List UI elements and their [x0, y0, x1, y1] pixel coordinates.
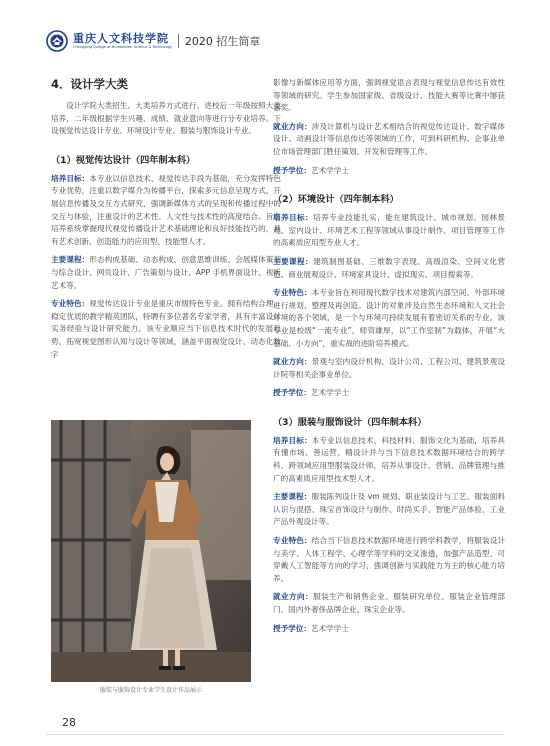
school-name-en: Chongqing College of Humanities, Science & Technology [73, 44, 172, 49]
paragraph-continued: 影像与新媒体应用等方面，强调视觉语言表现与视觉信息传达有效性等领域的研究。学生参加国家级、省级设计、技能大赛等比赛中屡获嘉奖。 [273, 78, 505, 113]
school-name [73, 33, 172, 50]
text-job-2: 景观与室内设计机构、设计公司、工程公司、建筑景观设计院等相关企事业单位。 [273, 357, 506, 379]
label-course-2: 主要课程： [273, 256, 314, 266]
section-intro: 设计学院大类招生。大类培养方式进行。进校后一年级按照大类培养，二年级根据学生兴趣、成绩、就业意向等进行分专业培养。下设视觉传达设计专业、环境设计专业、服装与服饰设计专业。 [51, 101, 281, 136]
subsection-title-visual: （1）视觉传达设计（四年制本科） [51, 154, 196, 166]
text-feature-3: 结合当下信息技术数据环境进行跨学科教学，将服装设计与美学、人体工程学、心理学等学科的交叉渗透，加强产品造型、可穿戴人工智能等方向的学习，强调创新与实践能力为主的核心能力培养。 [273, 536, 506, 583]
fashion-model-illustration [51, 420, 251, 682]
text-feature: 视觉传达设计专业是重庆市级特色专业。拥有结构合理，稳定优质的教学精英团队，特聘有多位著名专家学者，具有丰富设计实务经验与设计研究能力。该专业顺应当下信息技术时代的发展趋势，拓宽视觉图形认知与设计等领域，涵盖平面视觉设计、动态化数字 [51, 299, 282, 359]
photo-caption: 服装与服饰设计专业学生设计作品展示 [99, 687, 202, 694]
paragraph-course-2 [273, 256, 505, 281]
page-number: 28 [62, 716, 76, 729]
brochure-title: 2020 招生简章 [184, 35, 261, 48]
text-job-1: 涉及计算机与设计艺术相结合的视觉传达设计、数字媒体设计、动画设计等信息传达等领域的工作，可到科研机构、企事业单位市场管理部门胜任策划、开发和管理等工作。 [273, 121, 506, 156]
bottom-divider [46, 734, 505, 735]
text-goal-2: 培养专业技能扎实，能在建筑设计、城市规划、园林景观、室内设计、环境艺术工程等领域从事设计制作、项目管理等工作的高素质应用型专业人才。 [273, 213, 506, 248]
label-feature-2: 专业特色： [273, 288, 312, 298]
page-header [46, 30, 260, 52]
subsection-title-fashion: （3）服装与服饰设计（四年制本科） [273, 416, 427, 428]
subsection-title-environment: （2）环境设计（四年制本科） [273, 194, 399, 206]
paragraph-goal-2 [273, 212, 505, 250]
label-job-1: 就业方向： [273, 121, 312, 131]
label-goal-3: 培养目标： [273, 435, 312, 445]
text-goal-3: 本专业以信息技术、科技材料、服饰文化为基础，培养具有懂市场、善运营、精设计并与当下信息技术数据环境结合的跨学科、跨领域应用型服装设计师，培养从事设计、营销、品牌管理与推广的高素质应用型技术型人才。 [273, 435, 506, 483]
paragraph-degree-3 [273, 623, 505, 636]
left-column [51, 70, 281, 367]
paragraph-feature-2 [273, 287, 505, 350]
paragraph-job-2 [273, 356, 505, 381]
label-degree-1: 授予学位： [273, 165, 311, 175]
header-divider [178, 34, 179, 48]
text-course-3: 服装陈列设计及 vm 规划、职业装设计与工艺、服装面料认识与混搭、珠宝首饰设计与制作、时尚买手、智能产品体验、工业产品外观设计等。 [273, 492, 506, 527]
text-degree-3: 艺术学学士 [310, 623, 349, 633]
text-degree-1: 艺术学学士 [310, 165, 349, 175]
paragraph-goal-3 [273, 435, 505, 485]
paragraph-course-3 [273, 491, 505, 529]
label-degree-3: 授予学位： [273, 623, 311, 633]
label-degree-2: 授予学位： [273, 388, 311, 398]
label-job-3: 就业方向： [273, 592, 314, 602]
student-work-photo [51, 420, 251, 682]
paragraph-job-3 [273, 591, 505, 616]
school-name-cn: 重庆人文科技学院 [73, 31, 169, 45]
label-goal-2: 培养目标： [273, 213, 314, 223]
school-emblem-icon [46, 30, 68, 52]
text-job-3: 服装生产和销售企业、服装研究单位、服装企业管理部门、国内外奢侈品牌企业、珠宝企业等。 [273, 592, 506, 614]
paragraph-goal [51, 173, 281, 249]
label-job-2: 就业方向： [273, 357, 312, 367]
paragraph-feature [51, 298, 281, 361]
text-degree-2: 艺术学学士 [310, 388, 349, 398]
paragraph-job-1 [273, 121, 505, 159]
label-course-3: 主要课程： [273, 492, 312, 502]
label-goal: 培养目标： [51, 173, 90, 183]
paragraph-course [51, 254, 281, 292]
label-course: 主要课程： [51, 255, 90, 265]
right-column [273, 77, 505, 641]
label-feature: 专业特色： [51, 299, 90, 309]
paragraph-feature-3 [273, 535, 505, 585]
text-course-2: 建筑制图基础、三维数字表现、高级渲染、空间文化营造、商业展观设计、环境家具设计、虚拟现实、项目搜索等。 [273, 256, 506, 279]
text-goal: 本专业以信息技术、视觉传达手段为基础，充分发挥特色专业优势，注重以数字媒介为传播平台，探索多元信息呈现方式，开展信息传播及交互方式研究，强调新媒体方式的呈现和传播过程中的交互与体验，注重设计的艺术性、人文性与技术性的高度结合。旨在培养系统掌握现代视觉传播设计艺术基础理论和良好技能技巧的，具有艺术创新、创造能力的应用型、技能型人才。 [51, 173, 282, 246]
text-feature-2: 本专业旨在利用现代数字技术对建筑内部空间、外部环境进行规划、整理及再创造。设计的对象涉及自然生态环境和人文社会环境的各个领域，是一个与环境可持续发展有着密切关系的专业。该专业是校级“一流专业”，师资雄厚，以“工作室制”为载体，开展“大基础、小方向”，重实战的进阶培养模式。 [273, 288, 506, 348]
text-course: 形态构成基础、动态构成、创意思维训练、会展媒体策划与综合设计、网页设计、广告策划与设计、APP 手机界面设计、视听艺术等。 [51, 255, 282, 290]
paragraph-degree-1 [273, 165, 505, 178]
paragraph-degree-2 [273, 387, 505, 400]
section-title: 4．设计学大类 [51, 77, 129, 91]
label-feature-3: 专业特色： [273, 536, 312, 546]
